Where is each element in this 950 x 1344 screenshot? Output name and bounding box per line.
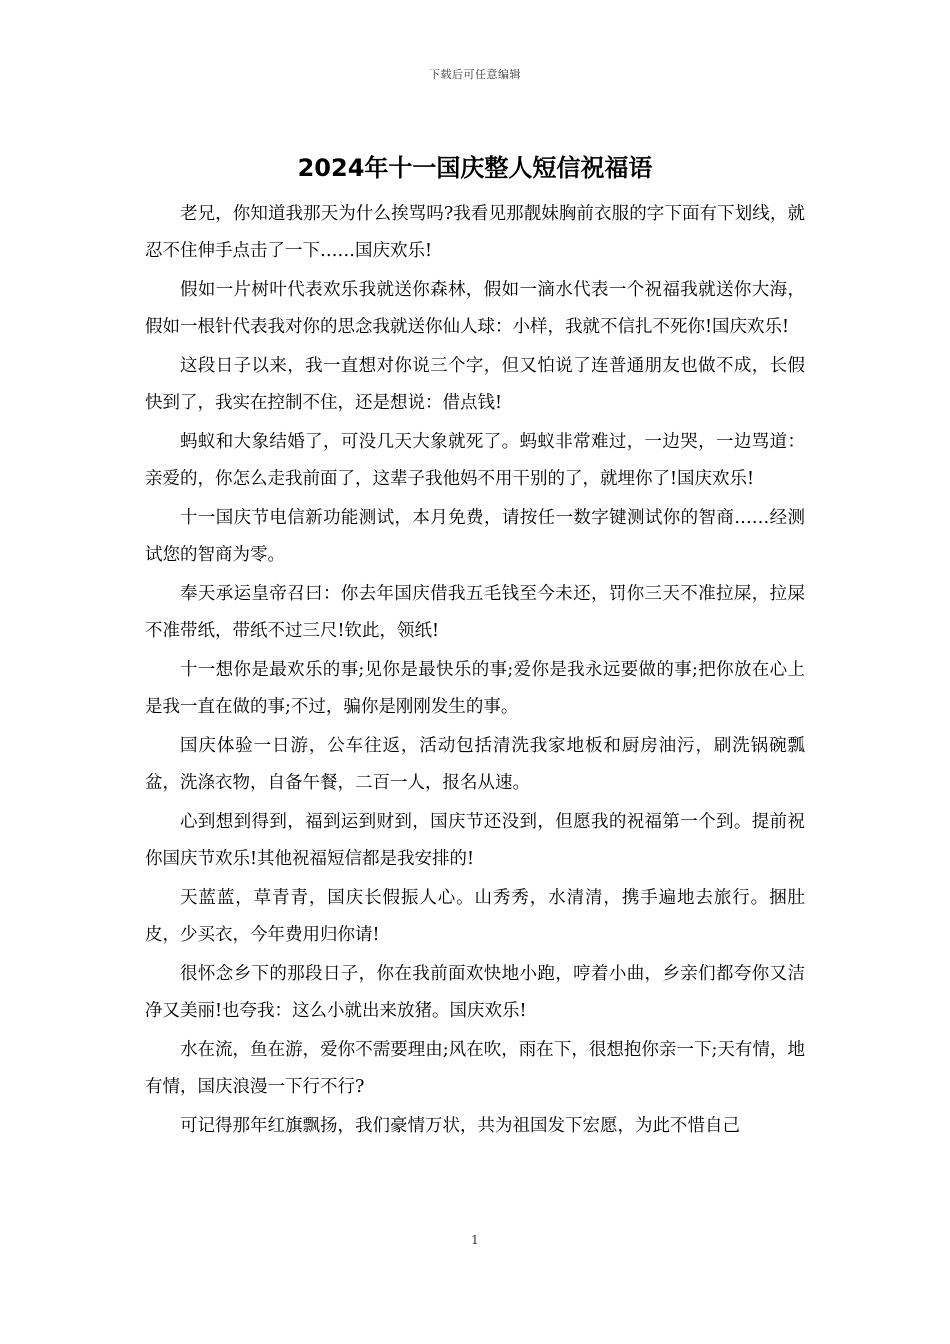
paragraph: 很怀念乡下的那段日子，你在我前面欢快地小跑，哼着小曲，乡亲们都夸你又洁净又美丽!也夸我：这么小就出来放猪。国庆欢乐! (145, 964, 805, 1021)
document-body (145, 196, 805, 1206)
paragraph: 十一想你是最欢乐的事;见你是最快乐的事;爱你是我永远要做的事;把你放在心上是我一直在做的事;不过，骗你是刚刚发生的事。 (145, 660, 805, 717)
paragraph: 水在流，鱼在游，爱你不需要理由;风在吹，雨在下，很想抱你亲一下;天有情，地有情，国庆浪漫一下行不行? (145, 1040, 805, 1097)
document-title: 2024年十一国庆整人短信祝福语 (297, 154, 653, 182)
paragraph: 老兄，你知道我那天为什么挨骂吗?我看见那靓妹胸前衣服的字下面有下划线，就忍不住伸手点击了一下……国庆欢乐! (145, 204, 805, 261)
paragraph: 天蓝蓝，草青青，国庆长假振人心。山秀秀，水清清，携手遍地去旅行。捆肚皮，少买衣，今年费用归你请! (145, 888, 805, 945)
paragraph: 奉天承运皇帝召曰：你去年国庆借我五毛钱至今未还，罚你三天不准拉屎，拉屎不准带纸，带纸不过三尺!钦此，领纸! (145, 584, 805, 641)
paragraph: 可记得那年红旗飘扬，我们豪情万状，共为祖国发下宏愿，为此不惜自己 (180, 1116, 740, 1136)
paragraph: 这段日子以来，我一直想对你说三个字，但又怕说了连普通朋友也做不成，长假快到了，我实在控制不住，还是想说：借点钱! (145, 356, 805, 413)
paragraph: 十一国庆节电信新功能测试，本月免费，请按任一数字键测试你的智商……经测试您的智商为零。 (145, 508, 805, 565)
paragraph: 心到想到得到，福到运到财到，国庆节还没到，但愿我的祝福第一个到。提前祝你国庆节欢乐!其他祝福短信都是我安排的! (145, 812, 805, 869)
paragraph: 蚂蚁和大象结婚了，可没几天大象就死了。蚂蚁非常难过，一边哭，一边骂道：亲爱的，你怎么走我前面了，这辈子我他妈不用干别的了，就埋你了!国庆欢乐! (145, 432, 805, 489)
page-number: 1 (471, 1233, 479, 1247)
paragraph: 国庆体验一日游，公车往返，活动包括清洗我家地板和厨房油污，刷洗锅碗瓢盆，洗涤衣物，自备午餐，二百一人，报名从速。 (145, 736, 805, 793)
header-note: 下载后可任意编辑 (429, 68, 521, 81)
paragraph: 假如一片树叶代表欢乐我就送你森林，假如一滴水代表一个祝福我就送你大海，假如一根针代表我对你的思念我就送你仙人球：小样，我就不信扎不死你!国庆欢乐! (145, 280, 805, 337)
